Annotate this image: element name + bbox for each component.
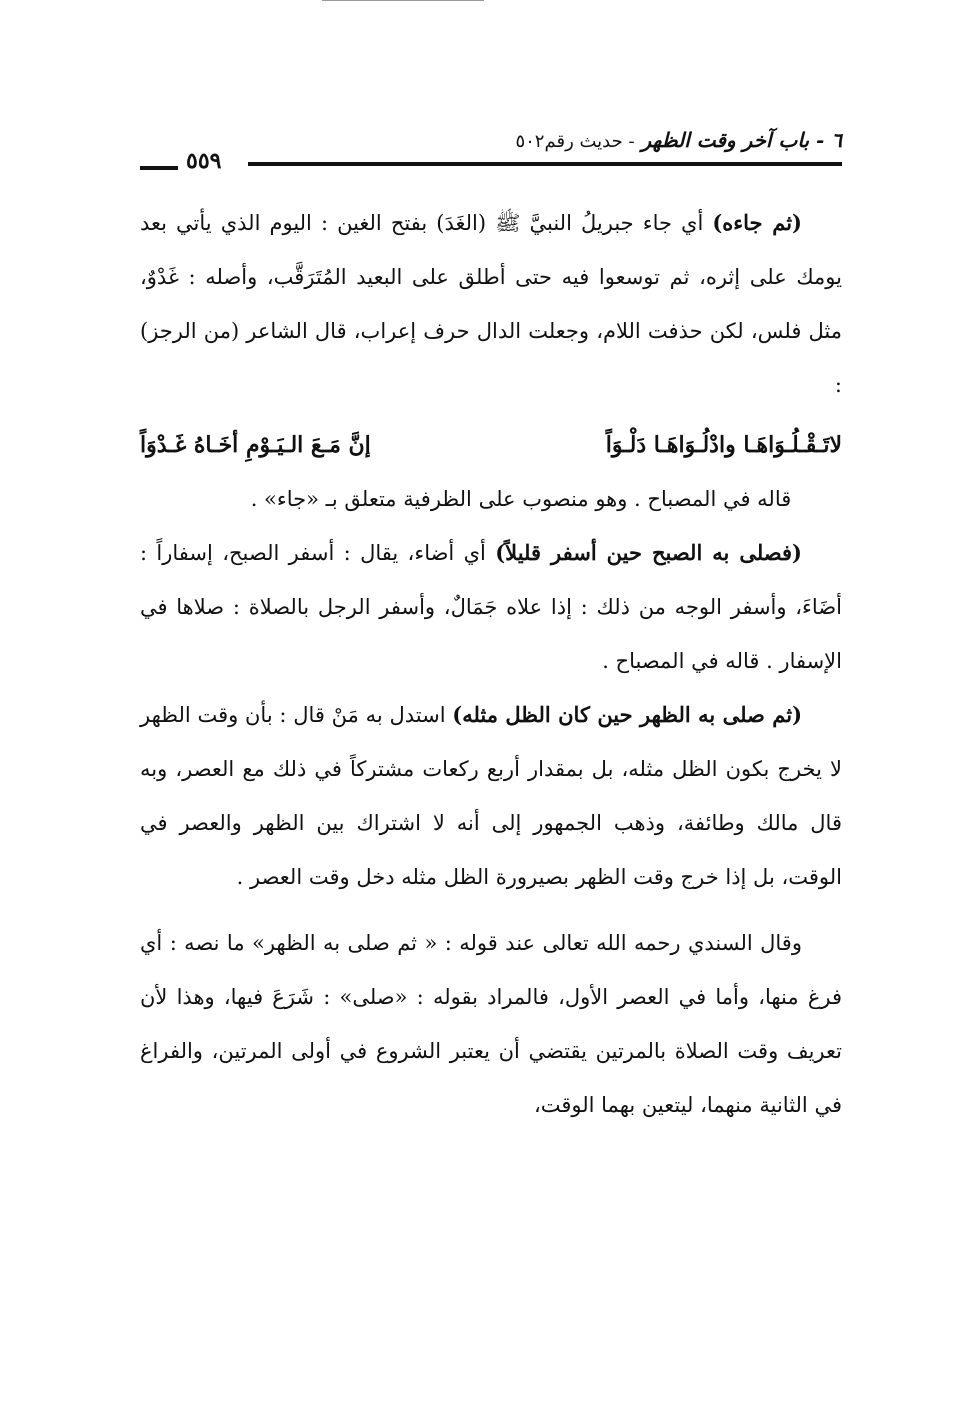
paragraph-jaahu — [140, 196, 842, 412]
page-body — [140, 196, 842, 1132]
verse-second-hemistich: إنَّ مَـعَ الـيَـوْمِ أخَـاهُ غَـدْوَاً — [140, 432, 371, 458]
page-number: ٥٥٩ — [186, 148, 222, 174]
paragraph-sindi: وقال السندي رحمه الله تعالى عند قوله : « ثم صلى به الظهر» ما نصه : أي فرغ منها، وأما في العصر الأول، فالمراد بقوله : «صلى» : شَرَعَ فيها، وهذا لأن تعريف وقت الصلاة بالمرتين يقتضي أن يعتبر الشروع في أولى المرتين، والفراغ في الثانية منهما، ليتعين بهما الوقت، — [140, 931, 842, 1117]
verse-source: قاله في المصباح . وهو منصوب على الظرفية متعلق بـ «جاء» . — [250, 487, 792, 511]
poetry-verse — [140, 418, 842, 472]
chapter-title — [515, 128, 842, 152]
verse-first-hemistich: لاتَـقْـلُـوَاهَـا وادْلُـوَاهَـا دَلْـوَاً — [605, 432, 842, 458]
commentary: أي جاء جبريلُ النبيَّ ﷺ (الغَدَ) بفتح الغين : اليوم الذي يأتي بعد يومك على إثره، ثم توسعوا فيه حتى أطلق على البعيد المُتَرَقَّب، وأصله : غَدْوٌ، مثل فلس، لكن حذفت اللام، وجعلت الدال حرف إعراب، قال الشاعر (من الرجز) : — [140, 211, 842, 397]
paragraph-zuhr — [140, 688, 842, 904]
top-rule — [322, 0, 484, 1]
running-header — [140, 128, 842, 172]
header-rule-left — [140, 166, 178, 170]
chapter-title-main: ٦ - باب آخر وقت الظهر — [641, 128, 842, 152]
lemma: (ثم صلى به الظهر حين كان الظل مثله) — [452, 702, 803, 727]
commentary: أي أضاء، يقال : أسفر الصبح، إسفاراً : أضَاءَ، وأسفر الوجه من ذلك : إذا علاه جَمَالٌ، وأسفر الرجل بالصلاة : صلاها في الإسفار . قاله في المصباح . — [140, 541, 842, 673]
header-rule — [248, 162, 842, 166]
lemma: (فصلى به الصبح حين أسفر قليلاً) — [495, 540, 802, 565]
hadith-number: - حديث رقم٥٠٢ — [515, 131, 635, 152]
lemma: (ثم جاءه) — [712, 210, 802, 235]
paragraph-asfar — [140, 526, 842, 688]
commentary: استدل به مَنْ قال : بأن وقت الظهر لا يخرج بكون الظل مثله، بل بمقدار أربع ركعات مشتركاً في ذلك مع العصر، وبه قال مالك وطائفة، وذهب الجمهور إلى أنه لا اشتراك بين الظهر والعصر في الوقت، بل إذا خرج وقت الظهر بصيرورة الظل مثله دخل وقت العصر . — [140, 703, 842, 889]
